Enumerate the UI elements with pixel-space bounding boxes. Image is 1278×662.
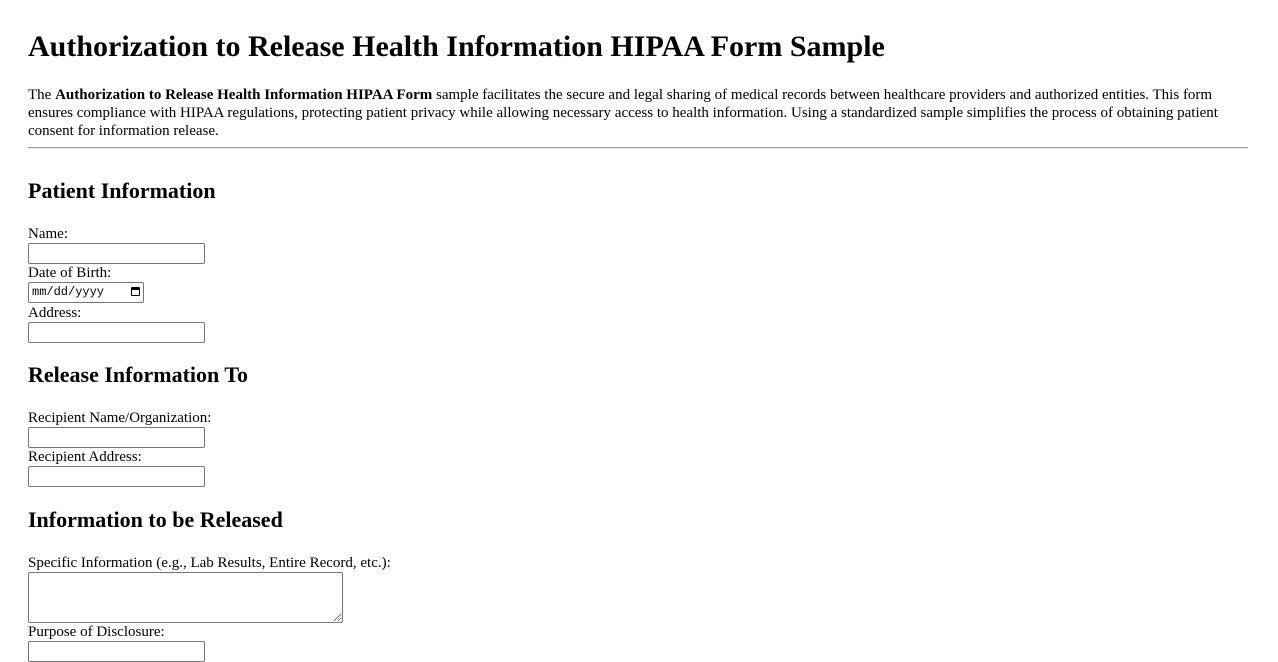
- recipient-address-input[interactable]: [28, 466, 205, 487]
- heading-release-information-to: Release Information To: [28, 362, 248, 387]
- heading-information-to-be-released: Information to be Released: [28, 507, 283, 532]
- label-recipient-name: Recipient Name/Organization:: [28, 410, 212, 426]
- recipient-name-input[interactable]: [28, 427, 205, 448]
- label-purpose-of-disclosure: Purpose of Disclosure:: [28, 624, 165, 640]
- label-name: Name:: [28, 226, 68, 242]
- page-title: Authorization to Release Health Information HIPAA Form Sample: [28, 30, 885, 63]
- date-of-birth-input[interactable]: [28, 282, 144, 303]
- label-address: Address:: [28, 305, 82, 321]
- heading-patient-information: Patient Information: [28, 178, 216, 203]
- label-specific-information: Specific Information (e.g., Lab Results, Entire Record, etc.):: [28, 555, 391, 571]
- label-recipient-address: Recipient Address:: [28, 449, 142, 465]
- name-input[interactable]: [28, 243, 205, 264]
- purpose-of-disclosure-input[interactable]: [28, 641, 205, 662]
- specific-information-textarea[interactable]: [28, 572, 343, 623]
- intro-bold-title: Authorization to Release Health Information HIPAA Form: [55, 87, 433, 103]
- intro-suffix: sample facilitates the secure and legal sharing of medical records between healthcare providers and authorized entities. This form ensures compliance with HIPAA regulations, protecting patient privacy while allowing necessary access to health information. Using a standardized sample simplifies the process of obtaining patient consent for information release.: [28, 87, 1218, 139]
- intro-paragraph: [28, 86, 1250, 140]
- address-input[interactable]: [28, 322, 205, 343]
- section-divider: [28, 147, 1248, 149]
- label-date-of-birth: Date of Birth:: [28, 265, 112, 281]
- date-placeholder: mm/dd/yyyy: [32, 285, 105, 299]
- calendar-icon[interactable]: [131, 287, 140, 296]
- intro-prefix: The: [28, 87, 56, 103]
